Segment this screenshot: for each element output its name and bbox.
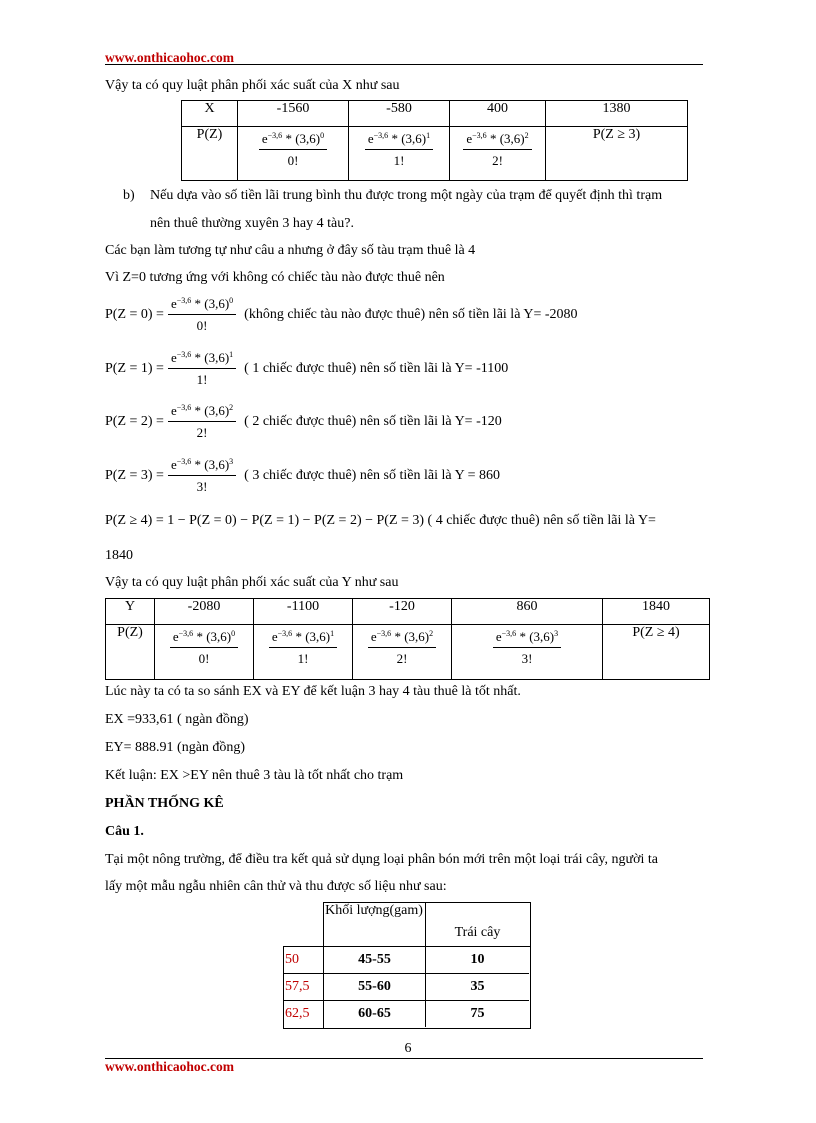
table-x-prob: $\frac{e^{-3,6} * (3,6)^2}{2!}$ <box>450 127 546 181</box>
stats-mid: 57,5 <box>285 979 310 994</box>
stats-range: 55-60 <box>358 979 391 994</box>
table-x-head: -1560 <box>238 101 349 127</box>
stats-header-weight: Khối lượng(gam) <box>325 903 423 918</box>
conclusion-text: Kết luận: EX >EY nên thuê 3 tàu là tốt nhất cho trạm <box>105 768 404 783</box>
ex-value: EX =933,61 ( ngàn đồng) <box>105 712 249 727</box>
stats-count: 75 <box>470 1006 485 1021</box>
equation-z1: P(Z = 1) = $\frac{e^{-3,6} * (3,6)^1}{1!}$ ( 1 chiếc được thuê) nên số tiền lãi là Y= -1100 <box>105 350 509 387</box>
equation-lhs: P(Z = 1) = <box>105 361 164 376</box>
table-y-head: -2080 <box>155 599 254 625</box>
question-title: Câu 1. <box>105 824 144 839</box>
equation-z3: P(Z = 3) = $\frac{e^{-3,6} * (3,6)^3}{3!}$ ( 3 chiếc được thuê) nên số tiền lãi là Y = 860 <box>105 457 501 494</box>
table-x-prob: $\frac{e^{-3,6} * (3,6)^0}{0!}$ <box>238 127 349 181</box>
paragraph-line-2: lấy một mẫu ngẫu nhiên cân thử và thu được số liệu như sau: <box>105 879 447 894</box>
page-number: 6 <box>404 1041 412 1056</box>
table-y-prob: $\frac{e^{-3,6} * (3,6)^2}{2!}$ <box>353 625 452 680</box>
footer-site-link[interactable]: www.onthicaohoc.com <box>105 1059 234 1074</box>
table-y-head: 1840 <box>603 599 710 625</box>
stats-mid: 50 <box>285 952 299 967</box>
stats-header-fruit: Trái cây <box>454 925 501 940</box>
table-x-last: P(Z ≥ 3) <box>546 127 688 181</box>
intro-y-text: Vậy ta có quy luật phân phối xác suất của Y như sau <box>105 575 399 590</box>
paragraph-z0: Vì Z=0 tương ứng với không có chiếc tàu nào được thuê nên <box>105 270 445 285</box>
table-y-last: P(Z ≥ 4) <box>603 625 710 680</box>
table-x-head: X <box>182 101 238 127</box>
table-y-head: Y <box>106 599 155 625</box>
table-y-prob: $\frac{e^{-3,6} * (3,6)^1}{1!}$ <box>254 625 353 680</box>
stats-mid: 62,5 <box>285 1006 310 1021</box>
header-site-link[interactable]: www.onthicaohoc.com <box>105 50 234 65</box>
equation-lhs: P(Z = 2) = <box>105 414 164 429</box>
table-x-head: -580 <box>349 101 450 127</box>
table-y-row-label: P(Z) <box>106 625 155 680</box>
table-y-head: -1100 <box>254 599 353 625</box>
table-x <box>181 100 688 181</box>
stats-count: 10 <box>470 952 485 967</box>
table-y <box>105 598 710 680</box>
compare-text: Lúc này ta có ta so sánh EX và EY để kết luận 3 hay 4 tàu thuê là tốt nhất. <box>105 684 521 699</box>
equation-text: ( 2 chiếc được thuê) nên số tiền lãi là Y= -120 <box>244 414 502 429</box>
stats-body <box>283 946 529 1027</box>
intro-x-text: Vậy ta có quy luật phân phối xác suất của X như sau <box>105 78 400 93</box>
stats-range: 45-55 <box>358 952 391 967</box>
table-y-prob: $\frac{e^{-3,6} * (3,6)^0}{0!}$ <box>155 625 254 680</box>
b-label: b) <box>123 188 135 203</box>
equation-z4: P(Z ≥ 4) = 1 − P(Z = 0) − P(Z = 1) − P(Z = 2) − P(Z = 3) ( 4 chiếc được thuê) nên số tiền lãi là Y= <box>105 513 656 528</box>
section-title: PHẦN THỐNG KÊ <box>105 796 224 811</box>
table-y-head: 860 <box>452 599 603 625</box>
paragraph-line-1: Tại một nông trường, để điều tra kết quả sử dụng loại phân bón mới trên một loại trái cây, người ta <box>105 852 658 867</box>
table-y-head: -120 <box>353 599 452 625</box>
table-x-row-label: P(Z) <box>182 127 238 181</box>
equation-z0: P(Z = 0) = $\frac{e^{-3,6} * (3,6)^0}{0!}$ (không chiếc tàu nào được thuê) nên số tiền lãi là Y= -2080 <box>105 296 578 333</box>
header-rule <box>105 64 703 65</box>
equation-lhs: P(Z = 0) = <box>105 307 164 322</box>
stats-count: 35 <box>470 979 485 994</box>
equation-text: ( 3 chiếc được thuê) nên số tiền lãi là Y = 860 <box>244 468 501 483</box>
table-y-prob: $\frac{e^{-3,6} * (3,6)^3}{3!}$ <box>452 625 603 680</box>
paragraph-similar: Các bạn làm tương tự như câu a nhưng ở đây số tàu trạm thuê là 4 <box>105 243 476 258</box>
table-x-head: 1380 <box>546 101 688 127</box>
equation-lhs: P(Z = 3) = <box>105 468 164 483</box>
equation-text: (không chiếc tàu nào được thuê) nên số tiền lãi là Y= -2080 <box>244 307 578 322</box>
b-line-1: Nếu dựa vào số tiền lãi trung bình thu được trong một ngày của trạm để quyết định thì trạm <box>150 188 663 203</box>
b-line-2: nên thuê thường xuyên 3 hay 4 tàu?. <box>150 216 354 231</box>
equation-z2: P(Z = 2) = $\frac{e^{-3,6} * (3,6)^2}{2!}$ ( 2 chiếc được thuê) nên số tiền lãi là Y= -120 <box>105 403 502 440</box>
stats-range: 60-65 <box>358 1006 391 1021</box>
ey-value: EY= 888.91 (ngàn đồng) <box>105 740 246 755</box>
equation-text: ( 1 chiếc được thuê) nên số tiền lãi là Y= -1100 <box>244 361 509 376</box>
table-x-prob: $\frac{e^{-3,6} * (3,6)^1}{1!}$ <box>349 127 450 181</box>
table-x-head: 400 <box>450 101 546 127</box>
equation-z4-continued: 1840 <box>105 548 133 563</box>
